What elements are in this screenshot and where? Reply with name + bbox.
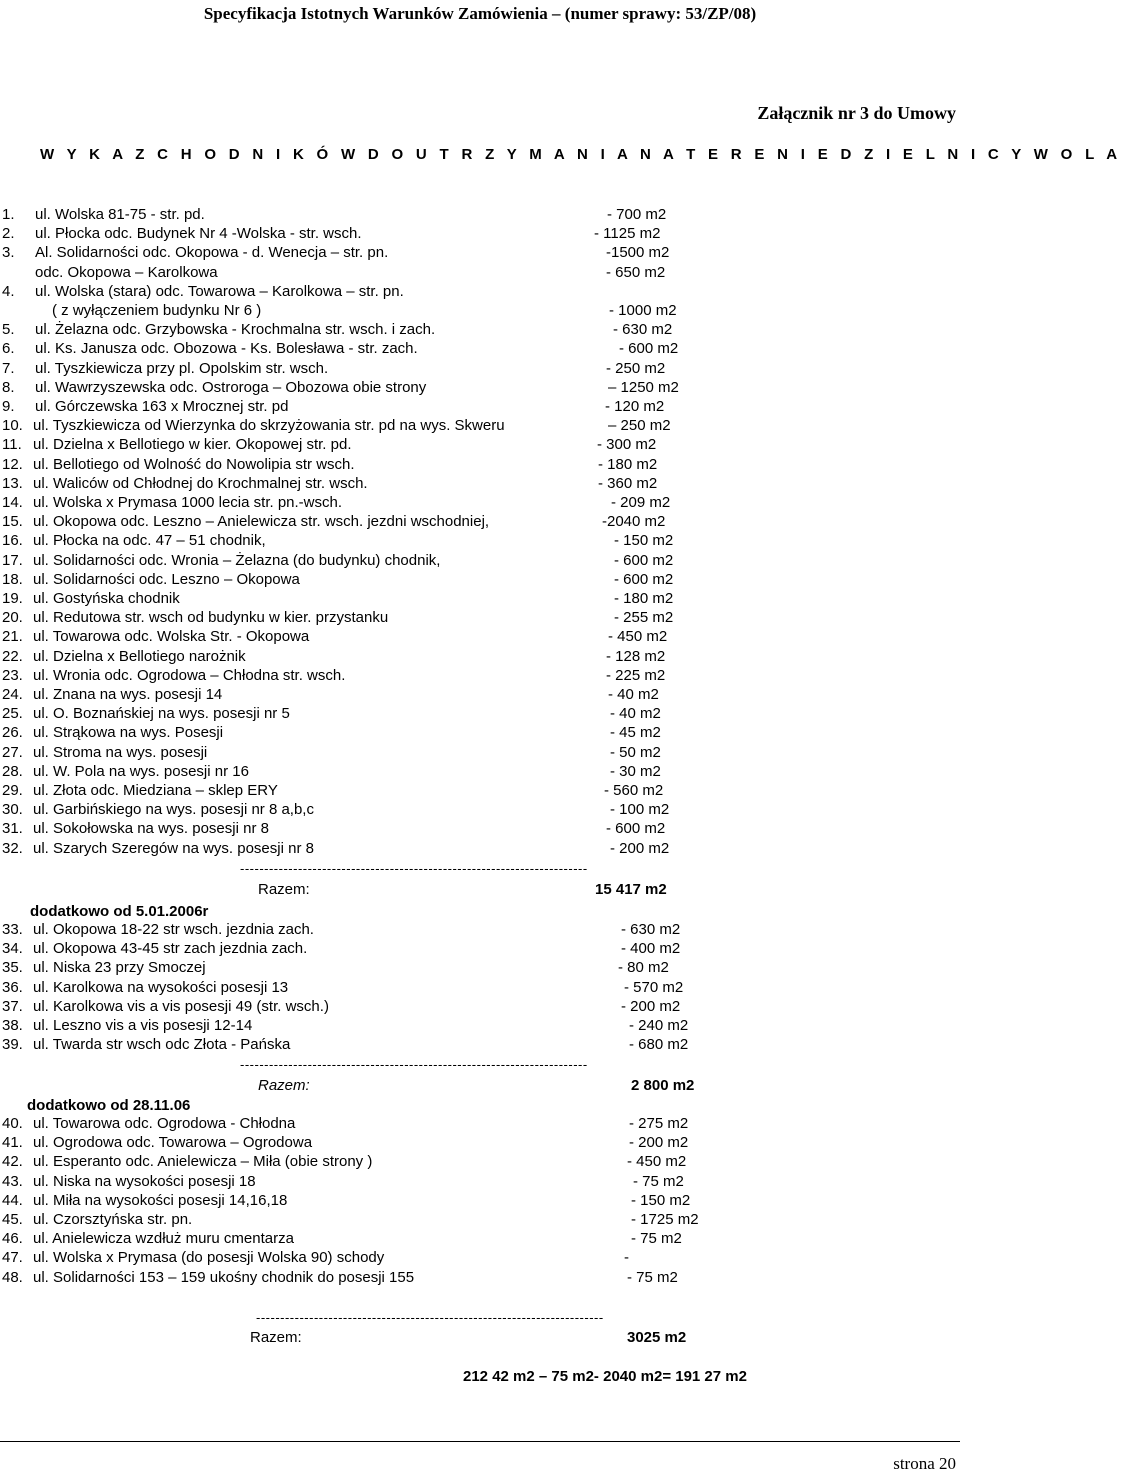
item-number: 10. [2,417,23,435]
item-description: ul. Gostyńska chodnik [33,590,180,607]
item-number: 12. [2,455,23,473]
item-number: 14. [2,494,23,511]
item-number: 9. [2,398,15,415]
item-number: 46. [2,1230,23,1248]
item-area: - 450 m2 [627,1153,687,1171]
item-description: ul. Znana na wys. posesji 14 [33,686,223,703]
item-description: ul. Bellotiego od Wolność do Nowolipia str wsch. [33,455,355,473]
item-description: ul. Solidarności odc. Leszno – Okopowa [33,570,300,588]
item-area: - 180 m2 [598,455,658,473]
extra-2-heading: dodatkowo od 28.11.06 [27,1097,191,1114]
grand-total: 212 42 m2 – 75 m2- 2040 m2= 191 27 m2 [463,1368,747,1385]
item-description: ul. Okopowa 43-45 str zach jezdnia zach. [33,940,308,958]
item-number: 3. [2,244,15,262]
item-description: ul. Niska na wysokości posesji 18 [33,1172,256,1190]
item-area: - 100 m2 [610,801,670,819]
item-description: ul. Wawrzyszewska odc. Ostroroga – Obozowa obie strony [35,378,427,396]
item-number: 47. [2,1249,23,1267]
item-description: ( z wyłączeniem budynku Nr 6 ) [52,302,262,319]
item-description: ul. Ks. Janusza odc. Obozowa - Ks. Bolesława - str. zach. [35,340,418,358]
item-description: ul. Solidarności odc. Wronia – Żelazna (do budynku) chodnik, [33,551,441,569]
item-area: - 75 m2 [631,1230,682,1248]
item-description: ul. Waliców od Chłodnej do Krochmalnej str. wsch. [33,474,368,492]
item-area: - 1000 m2 [609,302,677,319]
item-area: – 1250 m2 [608,378,679,396]
item-description: ul. Wronia odc. Ogrodowa – Chłodna str. wsch. [33,666,346,684]
item-area: - 200 m2 [629,1134,689,1152]
item-area: - 600 m2 [614,570,674,588]
item-number: 36. [2,978,23,996]
separator-1: ------------------------------------------------------------------------ [240,861,588,876]
item-description: ul. Dzielna x Bellotiego narożnik [33,647,246,665]
item-description: ul. Czorsztyńska str. pn. [33,1211,193,1228]
item-number: 30. [2,801,23,819]
item-area: - 150 m2 [631,1191,691,1209]
item-number: 2. [2,225,15,243]
item-area: - 600 m2 [606,820,666,838]
item-number: 31. [2,820,23,838]
item-description: ul. Wolska (stara) odc. Towarowa – Karolkowa – str. pn. [35,282,404,300]
item-area: - 40 m2 [610,705,661,723]
item-number: 4. [2,282,15,300]
separator-2: ------------------------------------------------------------------------ [240,1057,588,1072]
item-number: 39. [2,1036,23,1054]
item-description: ul. Złota odc. Miedziana – sklep ERY [33,782,278,799]
item-area: – 250 m2 [608,417,671,435]
total-3-label: Razem: [250,1329,302,1346]
item-description: ul. Sokołowska na wys. posesji nr 8 [33,820,269,838]
item-area: - 120 m2 [605,398,665,415]
item-number: 6. [2,340,15,358]
item-description: ul. W. Pola na wys. posesji nr 16 [33,762,249,780]
item-number: 32. [2,839,23,857]
item-number: 33. [2,921,23,938]
item-description: ul. Esperanto odc. Anielewicza – Miła (obie strony ) [33,1153,373,1171]
item-area: - 45 m2 [610,724,661,742]
item-area: - 560 m2 [604,782,664,799]
item-number: 26. [2,724,23,742]
item-number: 38. [2,1017,23,1034]
item-area: - 1125 m2 [594,225,661,243]
item-number: 23. [2,666,23,684]
item-number: 18. [2,570,23,588]
item-description: ul. Twarda str wsch odc Złota - Pańska [33,1036,291,1054]
item-number: 43. [2,1172,23,1190]
item-area: - 300 m2 [597,436,657,454]
item-description: ul. O. Boznańskiej na wys. posesji nr 5 [33,705,290,723]
item-area: - 180 m2 [614,590,674,607]
item-description: ul. Żelazna odc. Grzybowska - Krochmalna str. wsch. i zach. [35,321,436,339]
item-description: ul. Okopowa 18-22 str wsch. jezdnia zach. [33,921,314,938]
item-description: ul. Ogrodowa odc. Towarowa – Ogrodowa [33,1134,313,1152]
item-description: ul. Towarowa odc. Wolska Str. - Okopowa [33,628,310,646]
item-area: - 225 m2 [606,666,666,684]
item-area: - 600 m2 [614,551,674,569]
item-number: 17. [2,551,23,569]
item-description: ul. Wolska 81-75 - str. pd. [35,206,205,223]
item-number: 41. [2,1134,23,1152]
total-2-label: Razem: [258,1077,310,1094]
item-area: - 1725 m2 [631,1211,699,1228]
item-area: - 30 m2 [610,762,661,780]
attachment-label: Załącznik nr 3 do Umowy [757,103,956,123]
item-area: - 400 m2 [621,940,681,958]
item-description: ul. Towarowa odc. Ogrodowa - Chłodna [33,1115,296,1132]
item-area: - 630 m2 [621,921,681,938]
item-description: ul. Garbińskiego na wys. posesji nr 8 a,b,c [33,801,314,819]
item-number: 29. [2,782,23,799]
item-area: - 570 m2 [624,978,684,996]
item-area: - 150 m2 [614,532,674,550]
item-description: ul. Solidarności 153 – 159 ukośny chodnik do posesji 155 [33,1268,415,1286]
item-number: 35. [2,959,23,977]
item-area: -1500 m2 [606,244,670,262]
item-number: 8. [2,378,15,396]
item-description: ul. Redutowa str. wsch od budynku w kier. przystanku [33,609,389,627]
item-area: - 600 m2 [619,340,679,358]
item-description: ul. Miła na wysokości posesji 14,16,18 [33,1191,288,1209]
item-description: ul. Płocka na odc. 47 – 51 chodnik, [33,532,266,550]
item-number: 1. [2,206,15,223]
item-number: 24. [2,686,23,703]
item-number: 42. [2,1153,23,1171]
total-3-value: 3025 m2 [627,1329,687,1346]
item-number: 25. [2,705,23,723]
item-area: - 250 m2 [606,359,666,377]
item-area: - 700 m2 [607,206,667,223]
item-description: ul. Karolkowa vis a vis posesji 49 (str. wsch.) [33,997,329,1015]
item-area: - 40 m2 [608,686,659,703]
item-description: ul. Tyszkiewicza przy pl. Opolskim str. wsch. [35,359,329,377]
item-number: 45. [2,1211,23,1228]
item-description: ul. Stroma na wys. posesji [33,743,208,761]
item-description: ul. Wolska x Prymasa (do posesji Wolska 90) schody [33,1249,385,1267]
item-area: - 75 m2 [633,1172,684,1190]
item-description: ul. Górczewska 163 x Mrocznej str. pd [35,398,289,415]
item-number: 19. [2,590,23,607]
item-area: - 128 m2 [606,647,666,665]
item-number: 22. [2,647,23,665]
item-number: 5. [2,321,15,339]
item-area: - 255 m2 [614,609,674,627]
item-description: ul. Okopowa odc. Leszno – Anielewicza str. wsch. jezdni wschodniej, [33,513,490,531]
item-number: 20. [2,609,23,627]
item-description: ul. Wolska x Prymasa 1000 lecia str. pn.-wsch. [33,494,343,511]
item-number: 11. [2,436,22,454]
item-number: 7. [2,359,15,377]
document-header: Specyfikacja Istotnych Warunków Zamówienia – (numer sprawy: 53/ZP/08) [203,4,757,23]
item-description: ul. Dzielna x Bellotiego w kier. Okopowej str. pd. [33,436,352,454]
item-number: 40. [2,1115,23,1132]
item-area: - 275 m2 [629,1115,689,1132]
item-description: ul. Szarych Szeregów na wys. posesji nr 8 [33,839,314,857]
item-description: Al. Solidarności odc. Okopowa - d. Wenecja – str. pn. [35,244,389,262]
item-description: odc. Okopowa – Karolkowa [35,263,218,281]
list-title: W Y K A Z C H O D N I K Ó W D O U T R Z Y M A N I A N A T E R E N I E D Z I E L N I C Y W O L A [40,146,1121,163]
item-number: 34. [2,940,23,958]
item-area: - 630 m2 [613,321,673,339]
item-area: - 360 m2 [598,474,658,492]
item-description: ul. Strąkowa na wys. Posesji [33,724,224,742]
item-area: - 650 m2 [606,263,666,281]
item-area: - 240 m2 [629,1017,689,1034]
item-area: - 200 m2 [621,997,681,1015]
total-1-label: Razem: [258,881,310,898]
item-number: 13. [2,474,23,492]
item-number: 37. [2,997,23,1015]
item-area: - 80 m2 [618,959,669,977]
page-number: strona 20 [893,1454,956,1473]
total-2-value: 2 800 m2 [631,1077,695,1094]
total-1-value: 15 417 m2 [595,881,667,898]
separator-3: ------------------------------------------------------------------------ [256,1310,604,1325]
item-description: ul. Tyszkiewicza od Wierzynka do skrzyżowania str. pd na wys. Skweru [33,417,505,435]
extra-1-heading: dodatkowo od 5.01.2006r [30,903,209,920]
item-number: 28. [2,762,23,780]
item-area: - 75 m2 [627,1268,678,1286]
item-description: ul. Karolkowa na wysokości posesji 13 [33,978,289,996]
item-number: 27. [2,743,23,761]
item-area: - [624,1249,629,1267]
item-area: - 680 m2 [629,1036,689,1054]
item-number: 44. [2,1191,23,1209]
item-number: 21. [2,628,23,646]
item-number: 48. [2,1268,23,1286]
item-description: ul. Anielewicza wzdłuż muru cmentarza [33,1230,294,1248]
item-number: 15. [2,513,23,531]
item-area: - 200 m2 [610,839,670,857]
item-description: ul. Niska 23 przy Smoczej [33,959,206,977]
item-area: - 50 m2 [610,743,661,761]
item-description: ul. Leszno vis a vis posesji 12-14 [33,1017,253,1034]
item-area: -2040 m2 [602,513,666,531]
item-description: ul. Płocka odc. Budynek Nr 4 -Wolska - str. wsch. [35,225,362,243]
footer-divider [0,1441,960,1442]
item-number: 16. [2,532,23,550]
item-area: - 209 m2 [611,494,671,511]
item-area: - 450 m2 [608,628,668,646]
